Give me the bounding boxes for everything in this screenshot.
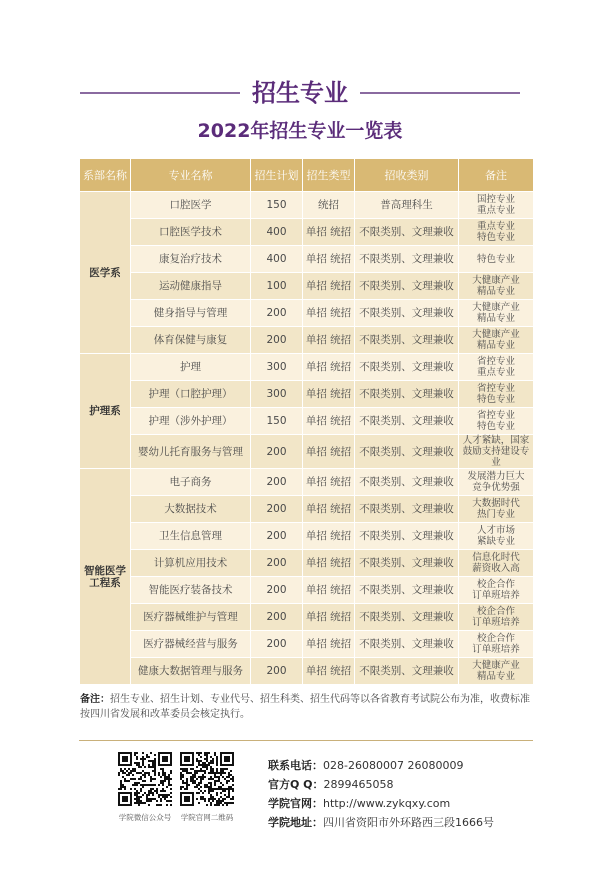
category-cell: 不限类别、文理兼收	[355, 577, 459, 604]
major-cell: 康复治疗技术	[131, 246, 251, 273]
col-header-category: 招收类别	[355, 159, 459, 192]
enrollment-table-wrap	[79, 158, 533, 685]
major-cell: 护理（涉外护理）	[131, 408, 251, 435]
plan-cell: 200	[251, 550, 303, 577]
contact-qq	[268, 775, 548, 794]
table-row	[80, 381, 534, 408]
category-cell: 普高理科生	[355, 192, 459, 219]
major-cell: 运动健康指导	[131, 273, 251, 300]
category-cell: 不限类别、文理兼收	[355, 469, 459, 496]
major-cell: 护理（口腔护理）	[131, 381, 251, 408]
note-cell: 校企合作 订单班培养	[459, 577, 534, 604]
category-cell: 不限类别、文理兼收	[355, 381, 459, 408]
table-row	[80, 658, 534, 685]
col-header-dept: 系部名称	[80, 159, 131, 192]
contact-website	[268, 794, 548, 813]
type-cell: 单招 统招	[303, 496, 355, 523]
website-qr-label: 学院官网二维码	[180, 813, 234, 822]
type-cell: 单招 统招	[303, 604, 355, 631]
table-row	[80, 496, 534, 523]
major-cell: 医疗器械经营与服务	[131, 631, 251, 658]
col-header-type: 招生类型	[303, 159, 355, 192]
table-row	[80, 631, 534, 658]
major-cell: 健康大数据管理与服务	[131, 658, 251, 685]
col-header-major: 专业名称	[131, 159, 251, 192]
plan-cell: 300	[251, 381, 303, 408]
category-cell: 不限类别、文理兼收	[355, 604, 459, 631]
note-cell: 重点专业 特色专业	[459, 219, 534, 246]
category-cell: 不限类别、文理兼收	[355, 354, 459, 381]
table-row	[80, 327, 534, 354]
contact-address	[268, 813, 548, 832]
footnote-text: 招生专业、招生计划、专业代号、招生科类、招生代码等以各省教育考试院公布为准，收费标准按四川省发展和改革委员会核定执行。	[80, 694, 530, 720]
category-cell: 不限类别、文理兼收	[355, 246, 459, 273]
plan-cell: 200	[251, 496, 303, 523]
note-cell: 大健康产业 精品专业	[459, 273, 534, 300]
phone-value: 028-26080007 26080009	[323, 759, 464, 772]
footnote	[80, 692, 536, 722]
page-title: 招生专业	[252, 79, 348, 107]
table-row	[80, 273, 534, 300]
contact-phone	[268, 756, 548, 775]
category-cell: 不限类别、文理兼收	[355, 273, 459, 300]
note-cell: 人才市场 紧缺专业	[459, 523, 534, 550]
table-row	[80, 469, 534, 496]
table-row	[80, 523, 534, 550]
address-value: 四川省资阳市外环路西三段1666号	[323, 816, 494, 829]
type-cell: 单招 统招	[303, 246, 355, 273]
type-cell: 单招 统招	[303, 273, 355, 300]
dept-cell: 智能医学 工程系	[80, 469, 131, 685]
plan-cell: 150	[251, 408, 303, 435]
note-cell: 校企合作 订单班培养	[459, 631, 534, 658]
type-cell: 单招 统招	[303, 381, 355, 408]
type-cell: 单招 统招	[303, 327, 355, 354]
table-row	[80, 577, 534, 604]
note-cell: 省控专业 特色专业	[459, 408, 534, 435]
dept-cell: 医学系	[80, 192, 131, 354]
table-row	[80, 550, 534, 577]
table-row	[80, 604, 534, 631]
major-cell: 健身指导与管理	[131, 300, 251, 327]
plan-cell: 400	[251, 219, 303, 246]
table-row	[80, 408, 534, 435]
plan-cell: 200	[251, 300, 303, 327]
enrollment-table	[79, 158, 534, 685]
major-cell: 口腔医学技术	[131, 219, 251, 246]
col-header-note: 备注	[459, 159, 534, 192]
type-cell: 单招 统招	[303, 631, 355, 658]
type-cell: 单招 统招	[303, 469, 355, 496]
plan-cell: 200	[251, 327, 303, 354]
note-cell: 信息化时代 薪资收入高	[459, 550, 534, 577]
table-body	[80, 192, 534, 685]
type-cell: 单招 统招	[303, 658, 355, 685]
plan-cell: 150	[251, 192, 303, 219]
major-cell: 护理	[131, 354, 251, 381]
note-cell: 校企合作 订单班培养	[459, 604, 534, 631]
website-link[interactable]: http://www.zykqxy.com	[323, 797, 451, 810]
page-subtitle: 2022年招生专业一览表	[197, 120, 403, 142]
table-row	[80, 354, 534, 381]
dept-cell: 护理系	[80, 354, 131, 469]
note-cell: 发展潜力巨大 竞争优势强	[459, 469, 534, 496]
table-header-row	[80, 159, 534, 192]
title-bar	[0, 76, 600, 110]
plan-cell: 200	[251, 604, 303, 631]
type-cell: 单招 统招	[303, 300, 355, 327]
title-rule-left	[80, 92, 240, 94]
major-cell: 口腔医学	[131, 192, 251, 219]
plan-cell: 300	[251, 354, 303, 381]
major-cell: 体育保健与康复	[131, 327, 251, 354]
website-qr-code	[180, 752, 234, 806]
title-rule-right	[360, 92, 520, 94]
type-cell: 单招 统招	[303, 408, 355, 435]
note-cell: 大健康产业 精品专业	[459, 658, 534, 685]
plan-cell: 100	[251, 273, 303, 300]
col-header-plan: 招生计划	[251, 159, 303, 192]
wechat-qr-code	[118, 752, 172, 806]
phone-label: 联系电话：	[268, 759, 323, 772]
plan-cell: 200	[251, 577, 303, 604]
type-cell: 单招 统招	[303, 577, 355, 604]
table-row	[80, 246, 534, 273]
note-cell: 大数据时代 热门专业	[459, 496, 534, 523]
table-row	[80, 300, 534, 327]
type-cell: 单招 统招	[303, 523, 355, 550]
major-cell: 电子商务	[131, 469, 251, 496]
major-cell: 医疗器械维护与管理	[131, 604, 251, 631]
note-cell: 大健康产业 精品专业	[459, 300, 534, 327]
major-cell: 智能医疗装备技术	[131, 577, 251, 604]
plan-cell: 200	[251, 631, 303, 658]
major-cell: 大数据技术	[131, 496, 251, 523]
plan-cell: 200	[251, 469, 303, 496]
category-cell: 不限类别、文理兼收	[355, 327, 459, 354]
table-row	[80, 192, 534, 219]
note-cell: 国控专业 重点专业	[459, 192, 534, 219]
table-row	[80, 435, 534, 469]
qq-label: 官方Q Q：	[268, 778, 324, 791]
major-cell: 计算机应用技术	[131, 550, 251, 577]
plan-cell: 400	[251, 246, 303, 273]
category-cell: 不限类别、文理兼收	[355, 550, 459, 577]
address-label: 学院地址：	[268, 816, 323, 829]
category-cell: 不限类别、文理兼收	[355, 631, 459, 658]
plan-cell: 200	[251, 435, 303, 469]
footer-divider	[79, 740, 533, 741]
category-cell: 不限类别、文理兼收	[355, 219, 459, 246]
wechat-qr-label: 学院微信公众号	[118, 813, 172, 822]
category-cell: 不限类别、文理兼收	[355, 523, 459, 550]
type-cell: 单招 统招	[303, 219, 355, 246]
category-cell: 不限类别、文理兼收	[355, 408, 459, 435]
type-cell: 统招	[303, 192, 355, 219]
category-cell: 不限类别、文理兼收	[355, 496, 459, 523]
type-cell: 单招 统招	[303, 435, 355, 469]
note-cell: 省控专业 重点专业	[459, 354, 534, 381]
footnote-label: 备注：	[80, 694, 110, 705]
note-cell: 大健康产业 精品专业	[459, 327, 534, 354]
major-cell: 卫生信息管理	[131, 523, 251, 550]
note-cell: 特色专业	[459, 246, 534, 273]
category-cell: 不限类别、文理兼收	[355, 300, 459, 327]
major-cell: 婴幼儿托育服务与管理	[131, 435, 251, 469]
note-cell: 人才紧缺，国家 鼓励支持建设专业	[459, 435, 534, 469]
plan-cell: 200	[251, 658, 303, 685]
type-cell: 单招 统招	[303, 354, 355, 381]
note-cell: 省控专业 特色专业	[459, 381, 534, 408]
website-label: 学院官网：	[268, 797, 323, 810]
category-cell: 不限类别、文理兼收	[355, 658, 459, 685]
category-cell: 不限类别、文理兼收	[355, 435, 459, 469]
qq-value: 2899465058	[323, 778, 394, 791]
plan-cell: 200	[251, 523, 303, 550]
type-cell: 单招 统招	[303, 550, 355, 577]
table-row	[80, 219, 534, 246]
contact-info	[268, 756, 548, 832]
